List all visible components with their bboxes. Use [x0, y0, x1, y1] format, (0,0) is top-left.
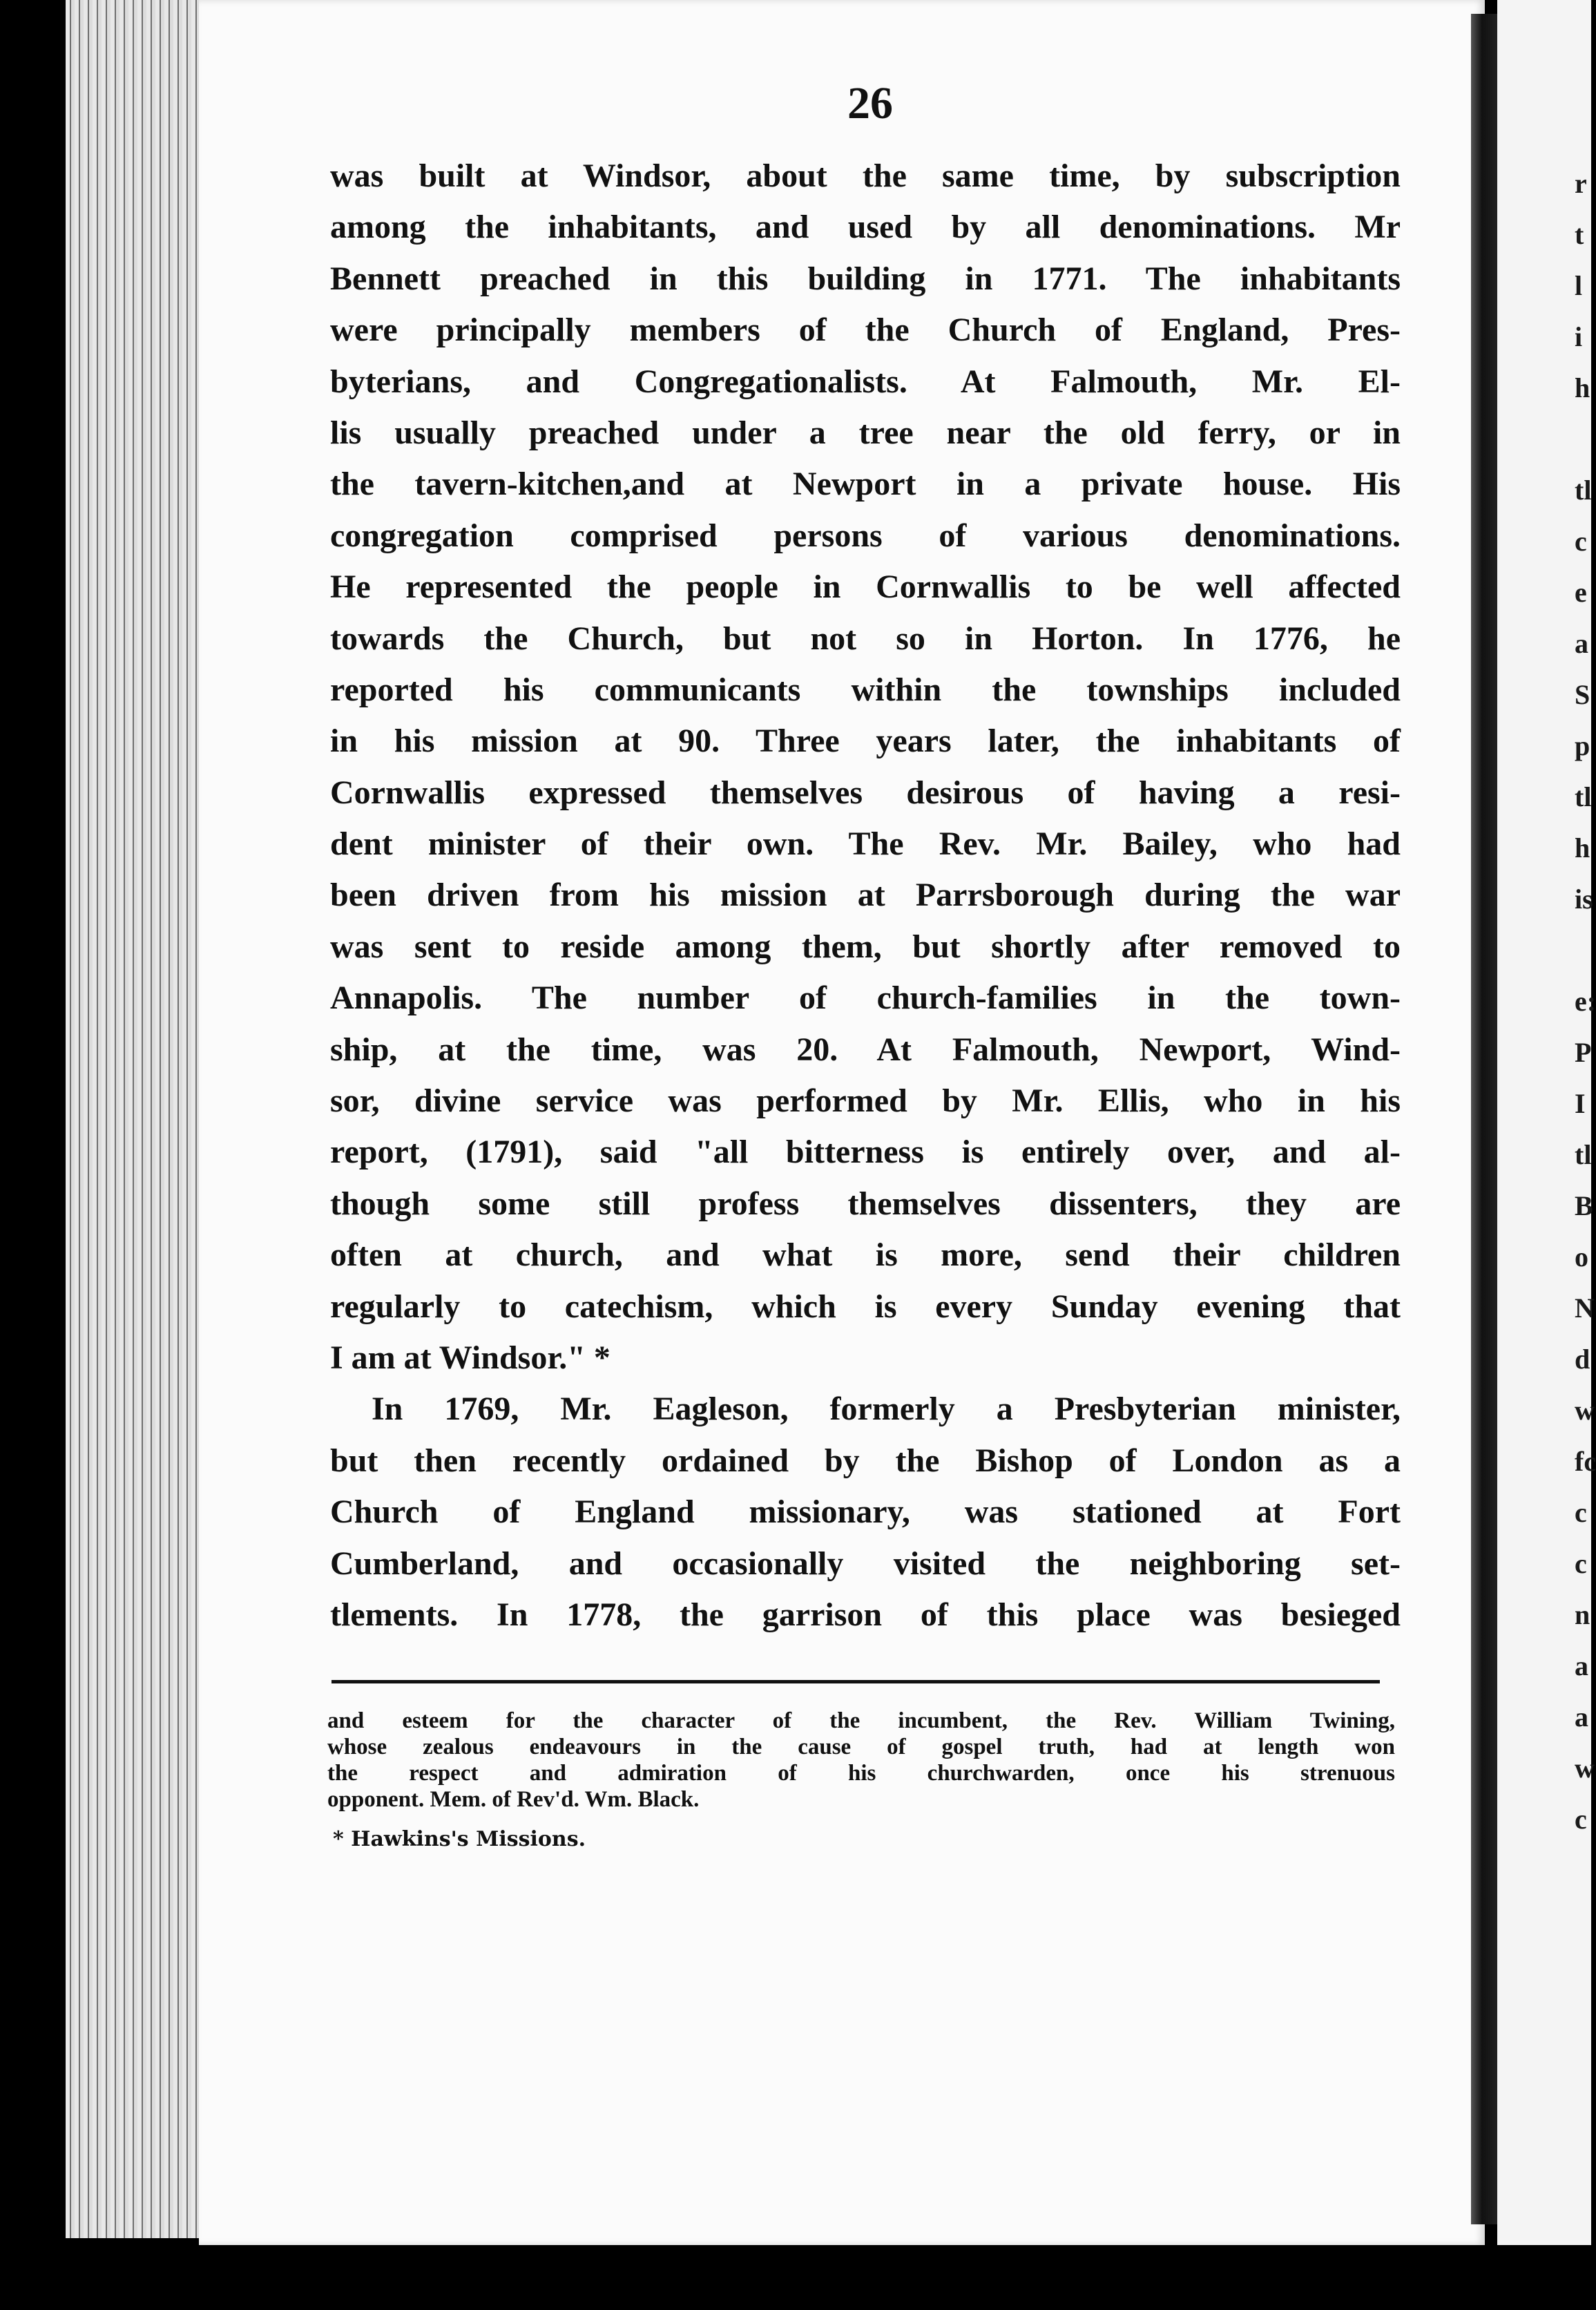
text-line: Cornwallis expressed themselves desirous of having a resi- — [330, 774, 1401, 811]
facing-page-fragment: c — [1575, 526, 1587, 557]
text-line: Annapolis. The number of church-families in the town- — [330, 980, 1401, 1017]
facing-page-fragment: is — [1575, 884, 1593, 915]
text-line: dent minister of their own. The Rev. Mr. Bailey, who had — [330, 825, 1401, 863]
text-line: lis usually preached under a tree near the old ferry, or in — [330, 414, 1401, 451]
facing-page-fragment: fc — [1575, 1446, 1596, 1477]
facing-page-fragment: S — [1575, 679, 1590, 710]
page-number: 26 — [847, 78, 893, 128]
text-line: though some still profess themselves dissenters, they are — [330, 1185, 1401, 1222]
facing-page-fragment: a — [1575, 628, 1588, 659]
facing-page-fragment: B — [1575, 1190, 1593, 1221]
text-line: ship, at the time, was 20. At Falmouth, Newport, Wind- — [330, 1031, 1401, 1068]
footnote-divider — [331, 1680, 1380, 1683]
text-line: among the inhabitants, and used by all denominations. Mr — [330, 209, 1401, 246]
facing-page-fragment: c — [1575, 1497, 1587, 1528]
facing-page-fragment: h — [1575, 832, 1590, 863]
text-line: been driven from his mission at Parrsborough during the war — [330, 877, 1401, 914]
facing-page-fragment: o — [1575, 1241, 1588, 1272]
footnote-line: and esteem for the character of the incumbent, the Rev. William Twining, — [327, 1708, 1395, 1733]
footnote-reference: * Hawkins's Missions. — [333, 1827, 586, 1851]
text-line: often at church, and what is more, send their children — [330, 1237, 1401, 1274]
text-line: report, (1791), said "all bitterness is entirely over, and al- — [330, 1134, 1401, 1171]
facing-page-fragment: c — [1575, 1804, 1587, 1835]
text-line: reported his communicants within the townships included — [330, 671, 1401, 708]
body-text — [330, 151, 1401, 1641]
facing-page-fragment: tl — [1575, 475, 1592, 506]
facing-page-fragment: p — [1575, 730, 1590, 761]
paragraph-start-line: In 1769, Mr. Eagleson, formerly a Presbyterian minister, — [372, 1391, 1401, 1428]
facing-page-fragment: d — [1575, 1344, 1590, 1375]
footnote-line: opponent. Mem. of Rev'd. Wm. Black. — [327, 1787, 700, 1812]
footnote-line: whose zealous endeavours in the cause of gospel truth, had at length won — [327, 1735, 1395, 1759]
text-line: byterians, and Congregationalists. At Falmouth, Mr. El- — [330, 363, 1401, 400]
text-line: Cumberland, and occasionally visited the neighboring set- — [330, 1545, 1401, 1582]
text-line: Bennett preached in this building in 1771. The inhabitants — [330, 260, 1401, 297]
text-line: Church of England missionary, was stationed at Fort — [330, 1493, 1401, 1531]
text-line: He represented the people in Cornwallis to be well affected — [330, 569, 1401, 606]
footnote-line: the respect and admiration of his churchwarden, once his strenuous — [327, 1761, 1395, 1786]
text-line: tlements. In 1778, the garrison of this place was besieged — [330, 1596, 1401, 1633]
facing-page-fragment: h — [1575, 372, 1590, 403]
facing-page-fragment: w — [1575, 1753, 1595, 1784]
text-line: but then recently ordained by the Bishop of London as a — [330, 1442, 1401, 1479]
facing-page-fragment: t — [1575, 219, 1584, 250]
facing-page-fragment: l — [1575, 270, 1583, 301]
footnote — [327, 1708, 1395, 1853]
text-line: I am at Windsor." * — [330, 1339, 610, 1376]
facing-page-edge — [1497, 0, 1596, 2245]
facing-page-fragment: tl — [1575, 1139, 1592, 1170]
facing-page-fragment: r — [1575, 168, 1587, 199]
facing-page-fragment: I — [1575, 1088, 1586, 1119]
facing-page-fragment: tl — [1575, 781, 1592, 812]
facing-page-fragment: N — [1575, 1292, 1595, 1324]
facing-page-fragment: i — [1575, 321, 1583, 352]
text-line: in his mission at 90. Three years later, the inhabitants of — [330, 723, 1401, 760]
text-line: were principally members of the Church of England, Pres- — [330, 312, 1401, 349]
text-line: the tavern-kitchen,and at Newport in a private house. His — [330, 466, 1401, 503]
book-gutter-shadow — [1471, 14, 1499, 2224]
facing-page-fragment: w — [1575, 1395, 1595, 1426]
facing-page-fragment: a — [1575, 1650, 1588, 1681]
text-line: towards the Church, but not so in Horton. In 1776, he — [330, 620, 1401, 657]
facing-page-fragment: a — [1575, 1701, 1588, 1732]
text-line: sor, divine service was performed by Mr. Ellis, who in his — [330, 1082, 1401, 1120]
facing-page-fragment: P — [1575, 1037, 1592, 1068]
text-line: congregation comprised persons of various denominations. — [330, 517, 1401, 554]
text-line: regularly to catechism, which is every Sunday evening that — [330, 1288, 1401, 1325]
text-line: was built at Windsor, about the same time, by subscription — [330, 158, 1401, 194]
facing-page-fragment: c — [1575, 1548, 1587, 1579]
stacked-page-edges — [66, 0, 200, 2238]
facing-page-fragment: e: — [1575, 986, 1596, 1017]
text-line: was sent to reside among them, but shortly after removed to — [330, 928, 1401, 965]
facing-page-fragment: e — [1575, 577, 1587, 608]
facing-page-fragment: n — [1575, 1599, 1590, 1630]
